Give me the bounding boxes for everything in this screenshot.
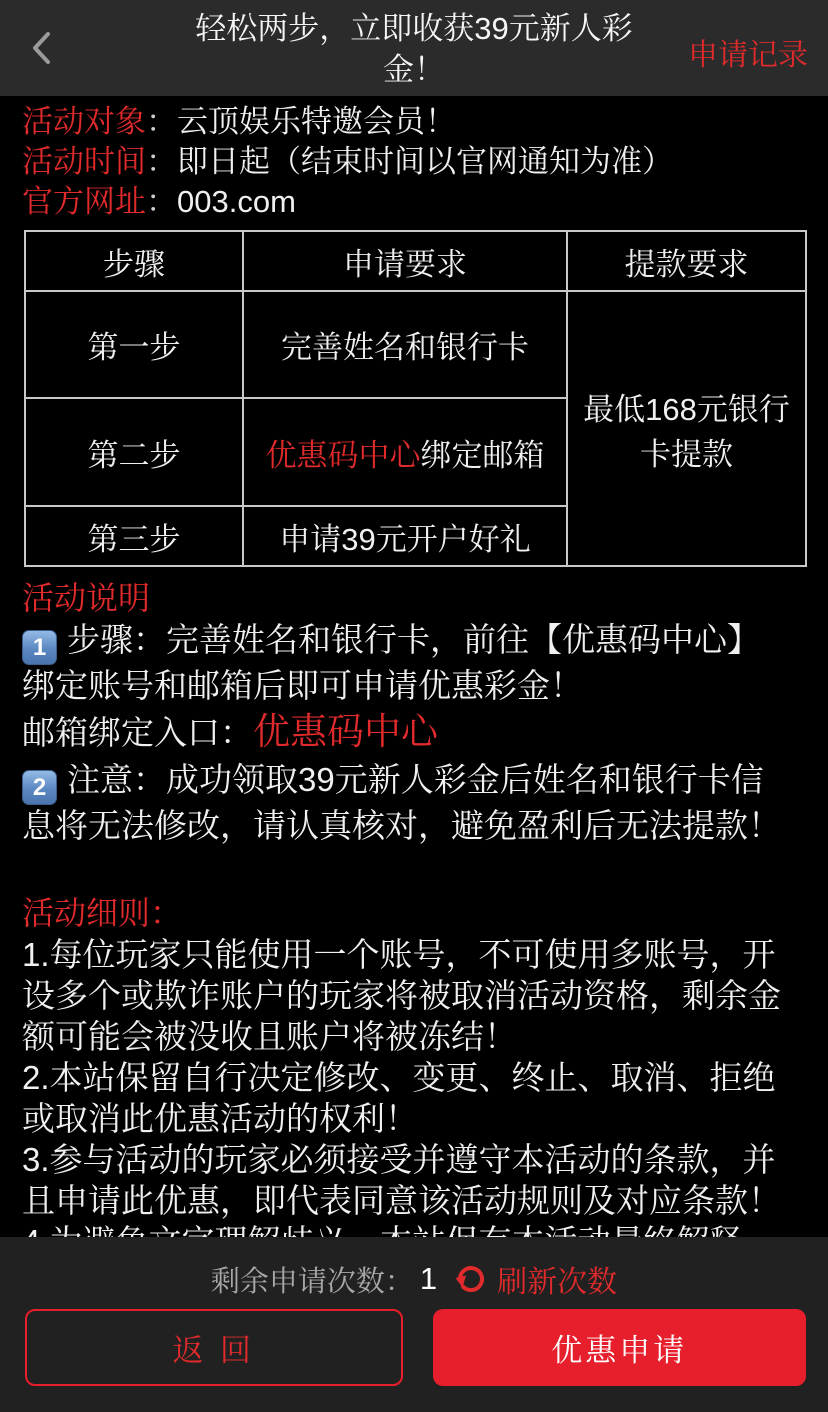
info-colon: ： [146,184,177,219]
email-binding-line [22,706,806,759]
footer-bar [0,1237,828,1412]
instruction-step2 [22,759,784,846]
chevron-left-icon [27,29,57,67]
requirement-suffix: 绑定邮箱 [420,437,545,473]
requirement-cell: 申请39元开户好礼 [243,506,567,566]
apply-promo-button[interactable]: 优惠申请 [433,1309,807,1386]
refresh-icon [455,1263,487,1295]
info-value: 即日起（结束时间以官网通知为准） [177,144,673,179]
col-header-withdraw-req: 提款要求 [567,231,806,291]
steps-table [24,230,807,567]
instruction-step1-text: 步骤：完善姓名和银行卡，前往【优惠码中心】绑定账号和邮箱后即可申请优惠彩金！ [22,621,760,704]
rule-item: 2.本站保留自行决定修改、变更、终止、取消、拒绝或取消此优惠活动的权利！ [22,1059,776,1137]
keycap-1-icon: 1 [22,630,57,665]
remaining-label: 剩余申请次数： [210,1265,414,1298]
remaining-applications-row [0,1237,828,1301]
info-line-website [22,182,806,222]
step-cell: 第三步 [25,506,243,566]
info-label: 活动对象 [22,104,146,139]
step-cell: 第二步 [25,398,243,506]
email-binding-label: 邮箱绑定入口： [22,714,253,751]
header-bar [0,0,828,96]
instruction-step2-text: 注意：成功领取39元新人彩金后姓名和银行卡信息将无法修改，请认真核对，避免盈利后无法提款！ [22,761,781,844]
keycap-2-icon: 2 [22,770,57,805]
refresh-count-button[interactable] [455,1257,617,1301]
info-line-time [22,142,806,182]
rule-item: 3.参与活动的玩家必须接受并遵守本活动的条款，并且申请此优惠，即代表同意该活动规则及对应条款！ [22,1141,781,1219]
refresh-label: 刷新次数 [497,1266,618,1299]
content-area [0,96,828,1303]
col-header-step: 步骤 [25,231,243,291]
step-cell: 第一步 [25,291,243,398]
table-header-row [25,231,806,291]
withdraw-requirement-cell: 最低168元银行卡提款 [567,291,806,566]
info-label: 官方网址 [22,184,146,219]
promo-code-center-link[interactable]: 优惠码中心 [265,437,421,473]
requirement-cell [243,398,567,506]
rules-heading: 活动细则： [22,895,183,931]
info-colon: ： [146,144,177,179]
remaining-count: 1 [419,1261,438,1296]
requirement-cell: 完善姓名和银行卡 [243,291,567,398]
info-value: 云顶娱乐特邀会员！ [177,104,456,139]
footer-buttons [25,1309,806,1386]
info-value: 003.com [177,184,296,219]
instruction-step1 [22,619,784,706]
return-button[interactable]: 返 回 [25,1309,403,1386]
info-colon: ： [146,104,177,139]
page-title: 轻松两步，立即收获39元新人彩金！ [195,11,633,87]
info-line-target [22,102,806,142]
rule-item: 1.每位玩家只能使用一个账号，不可使用多账号，开设多个或欺诈账户的玩家将被取消活动资格，剩余金额可能会被没收且账户将被冻结！ [22,936,781,1055]
info-label: 活动时间 [22,144,146,179]
back-button[interactable] [20,26,64,70]
promo-code-center-link[interactable]: 优惠码中心 [253,711,438,752]
instructions-heading: 活动说明 [22,580,151,616]
table-row [25,291,806,398]
col-header-apply-req: 申请要求 [243,231,567,291]
application-records-link[interactable]: 申请记录 [688,39,808,72]
